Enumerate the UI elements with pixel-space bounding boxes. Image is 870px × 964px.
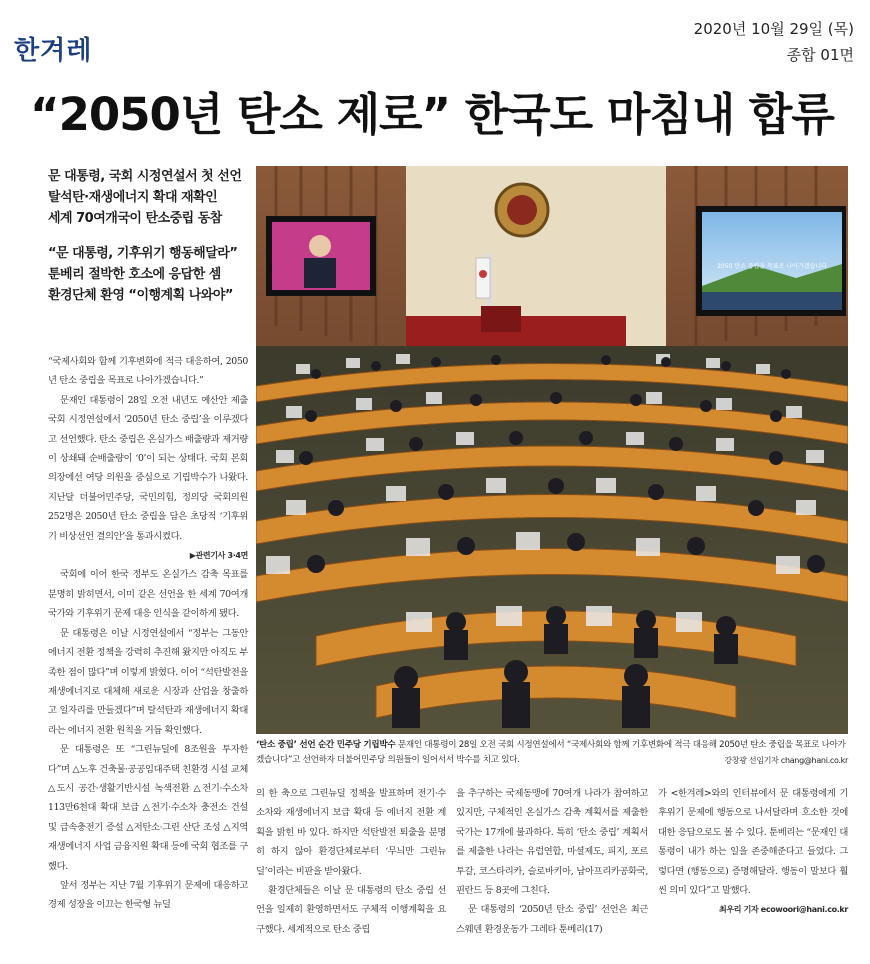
caption-text: 문재인 대통령이 28일 오전 국회 시정연설에서 “국제사회와 함께 기후변화에 적극 대응해 2050년 탄소 중립을 목표로 나아가겠습니다”고 선언하자 더불어민주당 의원들이 일어서서 박수를 치고 있다.: [256, 740, 846, 765]
screen-text: 2050 탄소 중립을 목표로 나아가겠습니다: [717, 263, 827, 270]
page-section: 종합 01면: [786, 46, 854, 64]
assembly-hall-illustration: [256, 166, 848, 734]
paragraph: 국회에 이어 한국 정부도 온실가스 감축 목표를 분명히 밝히면서, 이미 같은 선언을 한 세계 70여개 국가와 기후위기 문제 대응 인식을 같이하게 됐다.: [48, 569, 248, 620]
paragraph: “국제사회와 함께 기후변화에 적극 대응하여, 2050년 탄소 중립을 목표로 나아가겠습니다.”: [48, 356, 248, 387]
related-articles-link[interactable]: ▶관련기사 3·4면: [189, 551, 248, 561]
headline: “2050년 탄소 제로” 한국도 마침내 합류: [30, 88, 834, 141]
article-column-2: [256, 784, 446, 939]
news-photo: [256, 166, 848, 734]
paragraph: 문 대통령의 ‘2050년 탄소 중립’ 선언은 최근 스웨덴 환경운동가 그레타 툰베리(17): [456, 904, 648, 935]
subhead-line: 툰베리 절박한 호소에 응답한 셈: [48, 267, 221, 282]
subhead-line: 환경단체 환영 “이행계획 나와야”: [48, 288, 233, 303]
photo-credit: 강창광 선임기자 chang@hani.co.kr: [724, 756, 848, 765]
subhead-line: 탈석탄·재생에너지 확대 재확인: [48, 190, 218, 205]
byline: 최우리 기자 ecowoori@hani.co.kr: [719, 905, 848, 915]
caption-head: ‘탄소 중립’ 선언 순간 민주당 기립박수: [256, 740, 396, 750]
paragraph: 문 대통령은 이날 시정연설에서 “정부는 그동안 에너지 전환 정책을 강력히 추진해 왔지만 아직도 부족한 점이 많다”며 이렇게 밝혔다. 이어 “석탄발전을 재생에너지로 대체해 새로운 시장과 산업을 창출하고 일자리를 만들겠다”며 탈석탄과 재생에너지 확대라는 에너지 전환 원칙을 거듭 확인했다.: [48, 627, 248, 736]
paragraph: 환경단체들은 이날 문 대통령의 탄소 중립 선언을 일제히 환영하면서도 구체적 이행계획을 요구했다. 세계적으로 탄소 중립: [256, 885, 446, 935]
paragraph: 의 한 축으로 그린뉴딜 정책을 발표하며 전기·수소차와 재생에너지 보급 확대 등 에너지 전환 계획을 밝힌 바 있다. 하지만 석탄발전 퇴출을 분명히 하지 않아 환경단체로부터 ‘무늬만 그린뉴딜’이라는 비판을 받아왔다.: [256, 788, 446, 877]
subheads: [48, 166, 248, 320]
photo-caption: [256, 738, 848, 768]
article-column-1: [48, 352, 248, 915]
paragraph: 앞서 정부는 지난 7월 기후위기 문제에 대응하고 경제 성장을 이끄는 한국형 뉴딜: [48, 879, 248, 911]
paragraph: 문 대통령은 또 “그린뉴딜에 8조원을 투자한다”며 △노후 건축물·공공임대주택 친환경 시설 교체 △도시 공간·생활기반시설 녹색전환 △전기·수소차 113만6천대 확대 보급 △전기·수소차 충전소 건설 및 급속충전기 증설 △저탄소·그린 산단 조성 △지역 재생에너지 사업 금융지원 확대 등에 국회 협조를 구했다.: [48, 744, 248, 872]
subhead-line: 세계 70여개국이 탄소중립 동참: [48, 211, 222, 226]
paragraph: 을 추구하는 국제동맹에 70여개 나라가 참여하고 있지만, 구체적인 온실가스 감축 계획서를 제출한 국가는 17개에 불과하다. 특히 ‘탄소 중립’ 계획서를 제출한 나라는 유럽연합, 마셜제도, 피지, 포르투갈, 코스타리카, 슬로바키아, 남아프리카공화국, 핀란드 등 8곳에 그친다.: [456, 788, 648, 897]
subhead-group-1: [48, 166, 248, 229]
subhead-line: “문 대통령, 기후위기 행동해달라”: [48, 246, 238, 261]
subhead-line: 문 대통령, 국회 시정연설서 첫 선언: [48, 169, 242, 184]
article-column-4: [658, 784, 848, 920]
paragraph: 가 <한겨레>와의 인터뷰에서 문 대통령에게 기후위기 문제에 행동으로 나서달라며 호소한 것에 대한 응답으로도 볼 수 있다. 툰베리는 “문재인 대통령이 내가 하는 일을 존중해준다고 들었다. 그렇다면 (행동으로) 증명해달라. 행동이 말보다 훨씬 의미 있다”고 말했다.: [658, 788, 848, 897]
subhead-group-2: [48, 243, 248, 306]
issue-date: 2020년 10월 29일 (목): [693, 20, 854, 38]
article-column-3: [456, 784, 648, 939]
paragraph: 문재인 대통령이 28일 오전 내년도 예산안 제출 국회 시정연설에서 ‘2050년 탄소 중립’을 이루겠다고 선언했다. 탄소 중립은 온실가스 배출량과 제거량이 상쇄돼 순배출량이 ‘0’이 되는 상태다. 국회 본회의장에선 여당 의원을 중심으로 기립박수가 나왔다. 지난달 더불어민주당, 국민의힘, 정의당 국회의원 252명은 2050년 탄소 중립을 담은 초당적 ‘기후위기 비상선언 결의안’을 통과시켰다.: [48, 394, 248, 542]
newspaper-masthead: 한겨레: [14, 36, 93, 66]
